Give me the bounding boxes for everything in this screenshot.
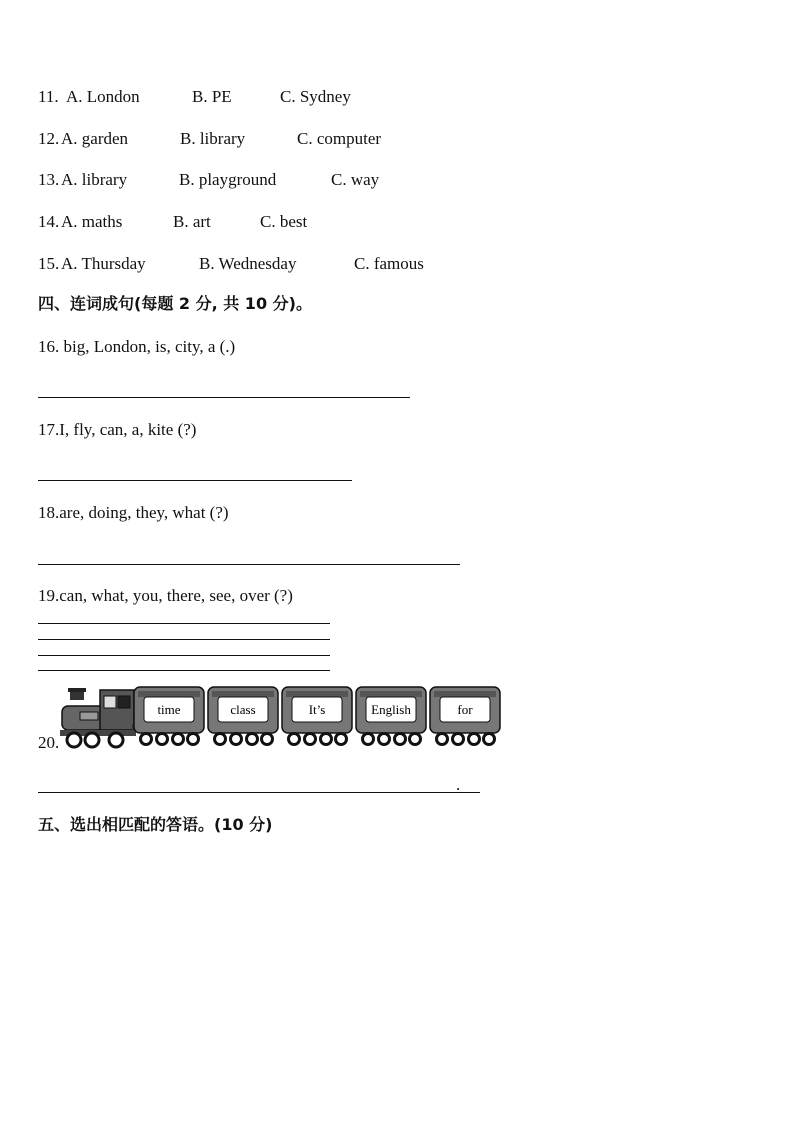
car-word-1: time (157, 702, 181, 717)
option-b: B. playground (179, 170, 277, 189)
car-word-5: for (457, 702, 473, 717)
option-a: A. Thursday (61, 254, 146, 273)
option-a: A. garden (61, 129, 129, 148)
answer-line-18 (38, 564, 460, 565)
option-b: B. PE (192, 87, 232, 106)
option-b: B. library (180, 129, 246, 148)
option-a: A. library (61, 170, 128, 189)
sentence-question-18: 18.are, doing, they, what (?) (38, 503, 229, 522)
section-5-heading: 五、选出相匹配的答语。(10 分) (38, 815, 273, 834)
answer-line-19c (38, 655, 330, 656)
question-number: 11. (38, 87, 63, 106)
train-car-1 (134, 687, 204, 745)
answer-line-16 (38, 397, 410, 398)
question-number: 14. (38, 212, 60, 231)
train-car-2 (208, 687, 278, 745)
train-car-5 (430, 687, 500, 745)
train-car-3 (282, 687, 352, 745)
section-4-heading: 四、连词成句(每题 2 分, 共 10 分)。 (38, 294, 312, 313)
car-word-2: class (230, 702, 256, 717)
answer-line-20 (38, 792, 480, 793)
option-c: C. famous (354, 254, 424, 273)
answer-end-mark: . (456, 775, 461, 794)
sentence-question-17: 17.I, fly, can, a, kite (?) (38, 420, 197, 439)
question-number: 15. (38, 254, 60, 273)
question-number: 12. (38, 129, 60, 148)
answer-line-19b (38, 639, 330, 640)
option-b: B. art (173, 212, 211, 231)
train-illustration (60, 686, 505, 750)
answer-line-17 (38, 480, 352, 481)
answer-line-19a (38, 623, 330, 624)
option-c: C. computer (297, 129, 382, 148)
sentence-question-16: 16. big, London, is, city, a (.) (38, 337, 236, 356)
car-word-4: English (371, 702, 411, 717)
option-c: C. Sydney (280, 87, 351, 106)
locomotive-icon (60, 688, 138, 747)
option-a: A. London (66, 87, 140, 106)
sentence-question-19: 19.can, what, you, there, see, over (?) (38, 586, 293, 605)
answer-line-19d (38, 670, 330, 671)
option-a: A. maths (61, 212, 123, 231)
option-c: C. best (260, 212, 308, 231)
option-b: B. Wednesday (199, 254, 297, 273)
question-number: 13. (38, 170, 60, 189)
option-c: C. way (331, 170, 380, 189)
train-car-4 (356, 687, 426, 745)
question-20-number: 20. (38, 733, 60, 752)
car-word-3: It’s (308, 702, 326, 717)
